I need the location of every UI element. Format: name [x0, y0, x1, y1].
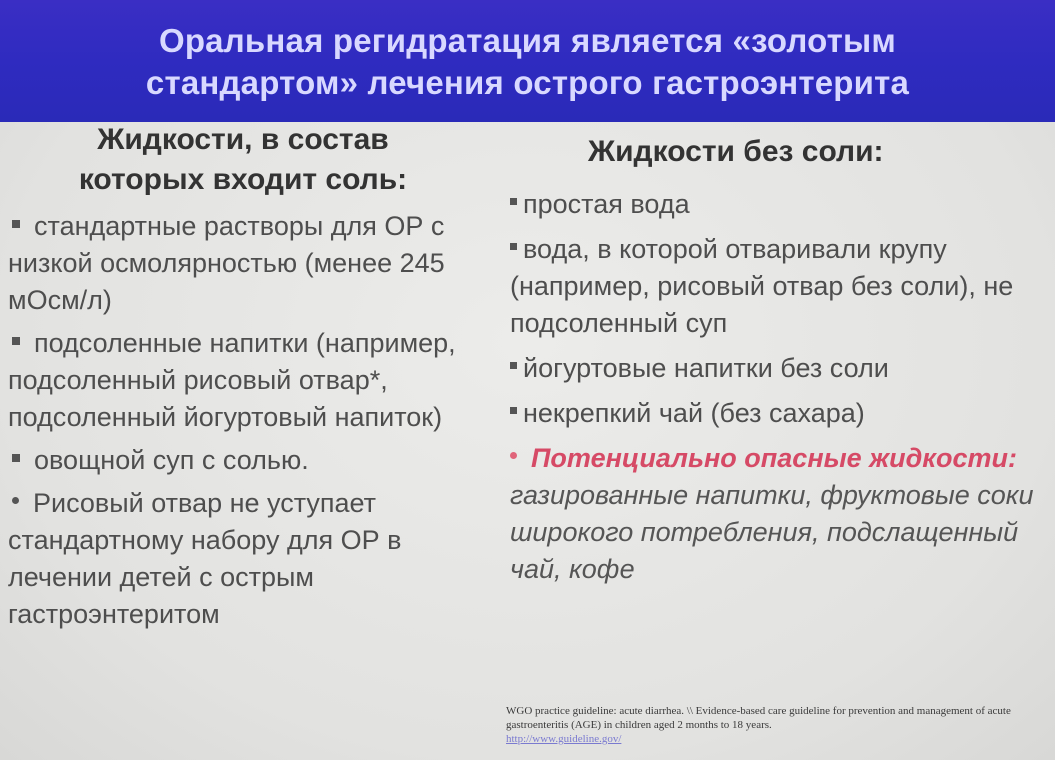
left-list-item: [8, 485, 493, 633]
reference-footnote: [506, 704, 1046, 746]
square-bullet-icon: [510, 243, 517, 250]
right-item-text: простая вода: [523, 189, 690, 219]
left-list-item: [8, 325, 493, 436]
round-bullet-icon: [12, 497, 19, 504]
footnote-text: WGO practice guideline: acute diarrhea. \\ Evidence-based care guideline for prevention and management of acute gastroenteritis (AGE) in children aged 2 months to 18 years.: [506, 705, 1011, 731]
square-bullet-icon: [510, 362, 517, 369]
left-list-item: [8, 208, 493, 319]
left-item-text: овощной суп с солью.: [34, 445, 309, 475]
right-list-item: [510, 231, 1050, 342]
right-column: [510, 132, 1050, 588]
right-list-item: [510, 350, 1050, 387]
square-bullet-icon: [12, 454, 20, 462]
right-list-item: [510, 395, 1050, 432]
right-item-text: йогуртовые напитки без соли: [523, 353, 889, 383]
footnote-link[interactable]: http://www.guideline.gov/: [506, 733, 622, 745]
left-heading-line-1: Жидкости, в состав: [97, 123, 389, 156]
pink-bullet-icon: [510, 452, 517, 459]
left-column-heading: [8, 120, 478, 200]
title-banner: [0, 0, 1055, 122]
slide-title-line-2: стандартом» лечения острого гастроэнтерита: [145, 64, 910, 101]
danger-label: Потенциально опасные жидкости:: [531, 443, 1017, 473]
square-bullet-icon: [510, 407, 517, 414]
left-heading-line-2: которых входит соль:: [78, 163, 408, 196]
left-list-item: [8, 442, 493, 479]
left-item-text: Рисовый отвар не уступает стандартному набору для ОР в лечении детей с острым гастроэнтеритом: [8, 488, 402, 629]
right-column-heading: Жидкости без соли:: [588, 135, 884, 168]
left-column: [8, 120, 493, 633]
danger-list-item: [510, 440, 1050, 588]
left-item-text: подсоленные напитки (например, подсоленный рисовый отвар*, подсоленный йогуртовый напиток): [8, 328, 456, 432]
right-item-text: вода, в которой отваривали крупу (например, рисовый отвар без соли), не подсоленный суп: [510, 234, 1014, 338]
slide-title-line-1: Оральная регидратация является «золотым: [158, 22, 897, 59]
left-item-text: стандартные растворы для ОР с низкой осмолярностью (менее 245 мОсм/л): [8, 211, 445, 315]
square-bullet-icon: [12, 337, 20, 345]
right-item-text: некрепкий чай (без сахара): [523, 398, 865, 428]
square-bullet-icon: [12, 220, 20, 228]
square-bullet-icon: [510, 198, 517, 205]
right-list-item: [510, 186, 1050, 223]
danger-text: газированные напитки, фруктовые соки широкого потребления, подслащенный чай, кофе: [510, 480, 1034, 584]
